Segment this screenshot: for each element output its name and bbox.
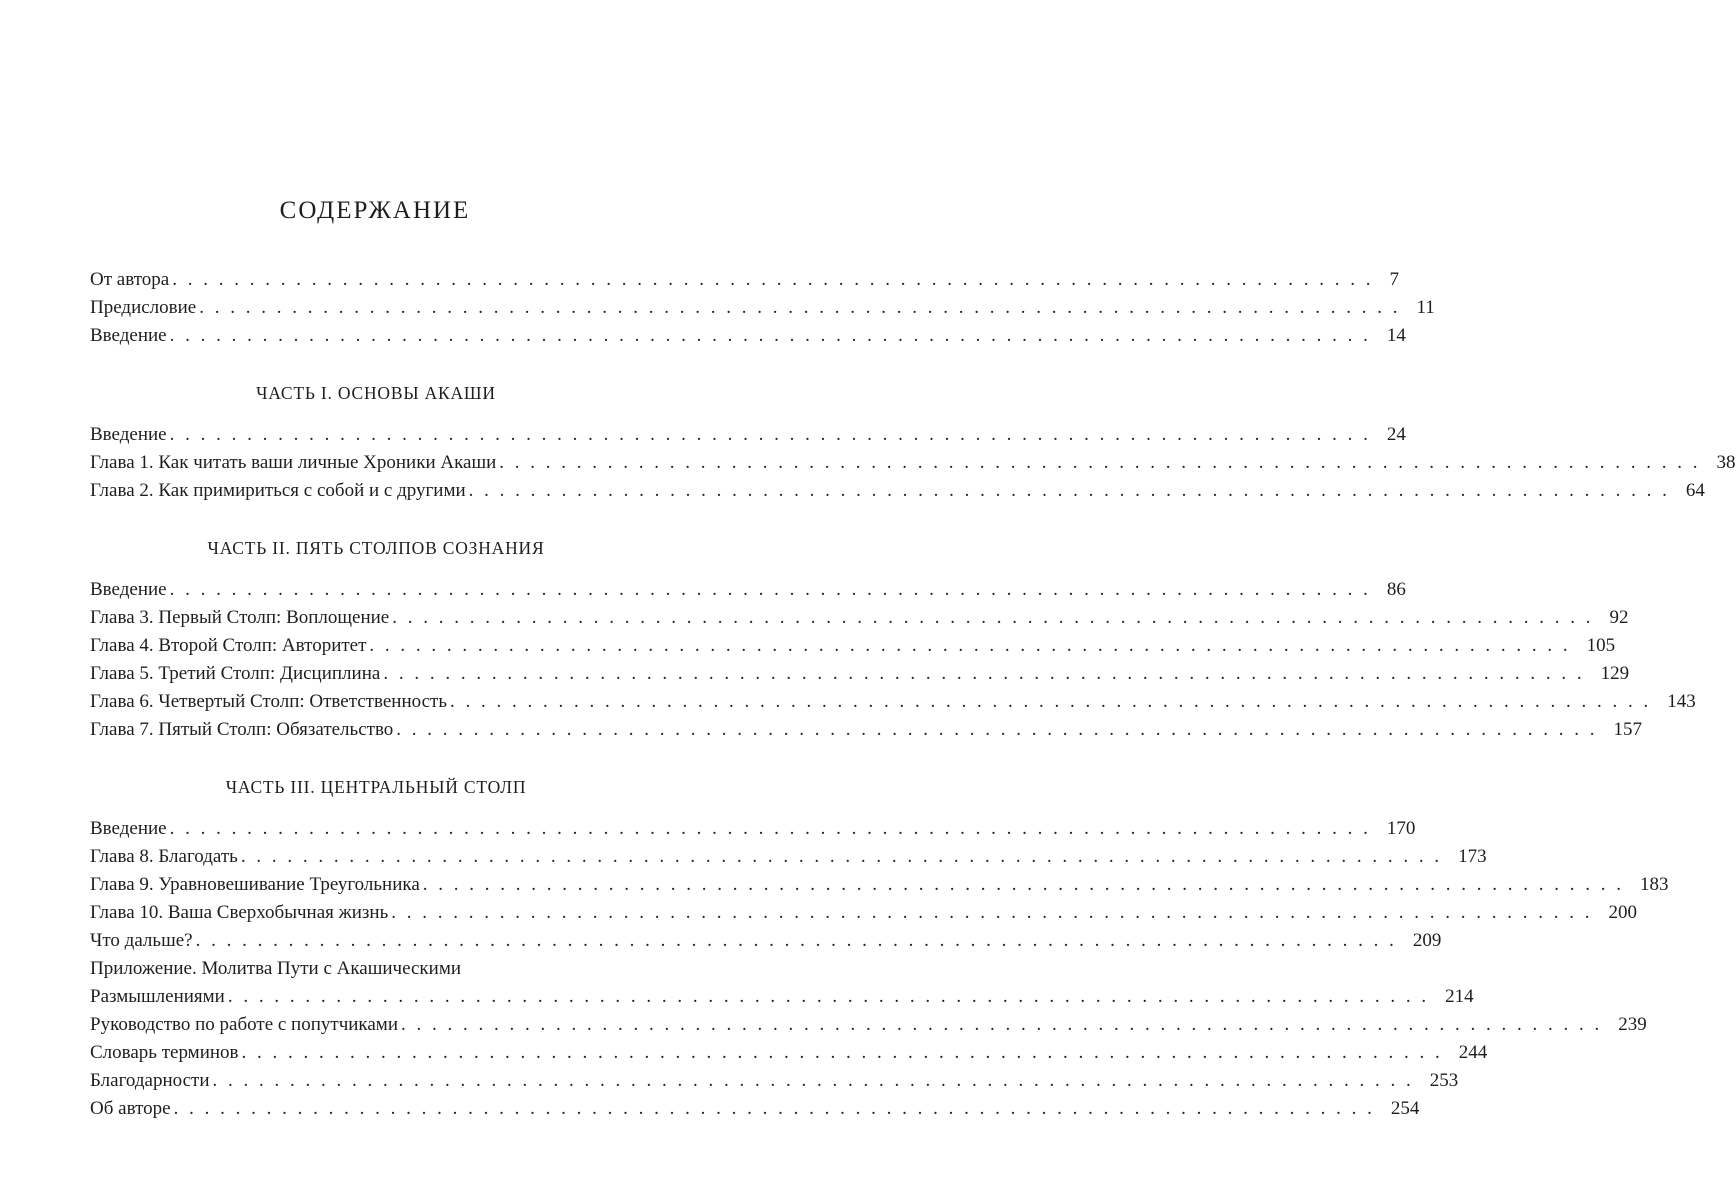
table-of-contents [90, 266, 1736, 1123]
toc-entry-page: 254 [1390, 1098, 1420, 1119]
toc-entry-label: Введение [90, 424, 167, 445]
toc-entry[interactable] [90, 871, 1669, 899]
part-heading: ЧАСТЬ II. ПЯТЬ СТОЛПОВ СОЗНАНИЯ [207, 538, 545, 558]
toc-entry-label: Словарь терминов [90, 1042, 239, 1063]
part-heading: ЧАСТЬ I. ОСНОВЫ АКАШИ [256, 383, 496, 403]
toc-entry-label: Размышлениями [90, 986, 225, 1007]
toc-entry[interactable] [90, 1039, 1488, 1067]
toc-entry-label: Руководство по работе с попутчиками [90, 1014, 398, 1035]
dot-leader: . . . . . . . . . . . . . . . . . . . . . . . . . . . . . . . . . . . . . . . . . . . . . . . . . . . . . . . . . . . . . . . . . . . . . . . . . . . . . . [195, 930, 1397, 951]
toc-entry[interactable] [90, 899, 1637, 927]
dot-leader: . . . . . . . . . . . . . . . . . . . . . . . . . . . . . . . . . . . . . . . . . . . . . . . . . . . . . . . . . . . . . . . . . . . . . . . . . . . . . . [391, 902, 1593, 923]
toc-entry[interactable] [90, 1095, 1420, 1123]
toc-entry[interactable] [90, 1067, 1459, 1095]
toc-entry-label: Глава 3. Первый Столп: Воплощение [90, 607, 390, 628]
toc-entry-label-line1[interactable]: Приложение. Молитва Пути с Акашическими [90, 958, 462, 979]
toc-entry-label: От автора [90, 269, 170, 290]
toc-entry-page: 11 [1416, 297, 1435, 318]
dot-leader: . . . . . . . . . . . . . . . . . . . . . . . . . . . . . . . . . . . . . . . . . . . . . . . . . . . . . . . . . . . . . . . . . . . . . . . . . . . . . . [383, 663, 1585, 684]
toc-entry-page: 105 [1586, 635, 1616, 656]
toc-entry[interactable] [90, 983, 1474, 1011]
toc-entry-label: Введение [90, 579, 167, 600]
toc-entry-page: 14 [1386, 325, 1406, 346]
toc-entry-page: 143 [1667, 691, 1696, 712]
toc-entry-label: Глава 5. Третий Столп: Дисциплина [90, 663, 381, 684]
toc-entry-page: 173 [1458, 846, 1487, 867]
dot-leader: . . . . . . . . . . . . . . . . . . . . . . . . . . . . . . . . . . . . . . . . . . . . . . . . . . . . . . . . . . . . . . . . . . . . . . . . . . . . . . [212, 1070, 1414, 1091]
toc-entry-label: Благодарности [90, 1070, 210, 1091]
dot-leader: . . . . . . . . . . . . . . . . . . . . . . . . . . . . . . . . . . . . . . . . . . . . . . . . . . . . . . . . . . . . . . . . . . . . . . . . . . . . . . [240, 846, 1443, 867]
toc-entry[interactable] [90, 294, 1435, 322]
dot-leader: . . . . . . . . . . . . . . . . . . . . . . . . . . . . . . . . . . . . . . . . . . . . . . . . . . . . . . . . . . . . . . . . . . . . . . . . . . . . . . [227, 986, 1430, 1007]
dot-leader: . . . . . . . . . . . . . . . . . . . . . . . . . . . . . . . . . . . . . . . . . . . . . . . . . . . . . . . . . . . . . . . . . . . . . . . . . . . . . . [449, 691, 1652, 712]
toc-entry-page: 157 [1613, 719, 1643, 740]
dot-leader: . . . . . . . . . . . . . . . . . . . . . . . . . . . . . . . . . . . . . . . . . . . . . . . . . . . . . . . . . . . . . . . . . . . . . . . . . . . . . . [396, 719, 1598, 740]
toc-entry-label: Введение [90, 325, 167, 346]
dot-leader: . . . . . . . . . . . . . . . . . . . . . . . . . . . . . . . . . . . . . . . . . . . . . . . . . . . . . . . . . . . . . . . . . . . . . . . . . . . . . . [169, 325, 1371, 346]
toc-entry-page: 7 [1389, 269, 1399, 290]
toc-entry[interactable] [90, 660, 1630, 688]
toc-entry-page: 92 [1609, 607, 1629, 628]
toc-entry[interactable] [90, 576, 1406, 604]
dot-leader: . . . . . . . . . . . . . . . . . . . . . . . . . . . . . . . . . . . . . . . . . . . . . . . . . . . . . . . . . . . . . . . . . . . . . . . . . . . . . . [401, 1014, 1603, 1035]
toc-entry-label: Об авторе [90, 1098, 171, 1119]
toc-entry-page: 129 [1600, 663, 1630, 684]
toc-entry-label: Глава 7. Пятый Столп: Обязательство [90, 719, 394, 740]
toc-entry-page: 209 [1412, 930, 1442, 951]
toc-entry[interactable] [90, 843, 1487, 871]
toc-entry-page: 170 [1386, 818, 1416, 839]
dot-leader: . . . . . . . . . . . . . . . . . . . . . . . . . . . . . . . . . . . . . . . . . . . . . . . . . . . . . . . . . . . . . . . . . . . . . . . . . . . . . . [499, 452, 1701, 473]
page-title: СОДЕРЖАНИЕ [279, 197, 471, 224]
toc-entry-page: 24 [1386, 424, 1406, 445]
toc-entry-label: Что дальше? [90, 930, 193, 951]
dot-leader: . . . . . . . . . . . . . . . . . . . . . . . . . . . . . . . . . . . . . . . . . . . . . . . . . . . . . . . . . . . . . . . . . . . . . . . . . . . . . . [199, 297, 1401, 318]
toc-entry[interactable] [90, 632, 1616, 660]
toc-entry[interactable] [90, 1011, 1647, 1039]
toc-entry[interactable] [90, 449, 1736, 477]
dot-leader: . . . . . . . . . . . . . . . . . . . . . . . . . . . . . . . . . . . . . . . . . . . . . . . . . . . . . . . . . . . . . . . . . . . . . . . . . . . . . . [169, 424, 1371, 445]
toc-entry-label: Глава 9. Уравновешивание Треугольника [90, 874, 420, 895]
toc-entry[interactable] [90, 477, 1705, 505]
toc-entry-page: 244 [1458, 1042, 1488, 1063]
toc-entry-label: Введение [90, 818, 167, 839]
toc-entry-page: 86 [1386, 579, 1406, 600]
toc-entry-page: 214 [1445, 986, 1474, 1007]
dot-leader: . . . . . . . . . . . . . . . . . . . . . . . . . . . . . . . . . . . . . . . . . . . . . . . . . . . . . . . . . . . . . . . . . . . . . . . . . . . . . . [468, 480, 1670, 501]
dot-leader: . . . . . . . . . . . . . . . . . . . . . . . . . . . . . . . . . . . . . . . . . . . . . . . . . . . . . . . . . . . . . . . . . . . . . . . . . . . . . . [172, 269, 1374, 290]
toc-entry-label: Глава 8. Благодать [90, 846, 238, 867]
toc-entry-page: 183 [1640, 874, 1669, 895]
toc-entry[interactable] [90, 604, 1629, 632]
dot-leader: . . . . . . . . . . . . . . . . . . . . . . . . . . . . . . . . . . . . . . . . . . . . . . . . . . . . . . . . . . . . . . . . . . . . . . . . . . . . . . [169, 818, 1371, 839]
toc-entry-page: 38 [1716, 452, 1736, 473]
toc-entry[interactable] [90, 322, 1406, 350]
toc-entry[interactable] [90, 266, 1399, 294]
part-heading: ЧАСТЬ III. ЦЕНТРАЛЬНЫЙ СТОЛП [225, 777, 527, 797]
toc-entry-page: 200 [1608, 902, 1637, 923]
dot-leader: . . . . . . . . . . . . . . . . . . . . . . . . . . . . . . . . . . . . . . . . . . . . . . . . . . . . . . . . . . . . . . . . . . . . . . . . . . . . . . [169, 579, 1371, 600]
toc-entry[interactable] [90, 927, 1442, 955]
dot-leader: . . . . . . . . . . . . . . . . . . . . . . . . . . . . . . . . . . . . . . . . . . . . . . . . . . . . . . . . . . . . . . . . . . . . . . . . . . . . . . [369, 635, 1571, 656]
dot-leader: . . . . . . . . . . . . . . . . . . . . . . . . . . . . . . . . . . . . . . . . . . . . . . . . . . . . . . . . . . . . . . . . . . . . . . . . . . . . . . [392, 607, 1594, 628]
toc-entry-page: 64 [1685, 480, 1705, 501]
dot-leader: . . . . . . . . . . . . . . . . . . . . . . . . . . . . . . . . . . . . . . . . . . . . . . . . . . . . . . . . . . . . . . . . . . . . . . . . . . . . . . [422, 874, 1625, 895]
toc-entry-label: Глава 1. Как читать ваши личные Хроники Акаши [90, 452, 497, 473]
toc-entry-label: Глава 2. Как примириться с собой и с другими [90, 480, 466, 501]
toc-entry[interactable] [90, 815, 1416, 843]
toc-entry-page: 239 [1618, 1014, 1647, 1035]
toc-entry-page: 253 [1429, 1070, 1459, 1091]
toc-entry-label: Глава 4. Второй Столп: Авторитет [90, 635, 367, 656]
toc-entry[interactable] [90, 688, 1696, 716]
toc-entry-label: Предисловие [90, 297, 197, 318]
dot-leader: . . . . . . . . . . . . . . . . . . . . . . . . . . . . . . . . . . . . . . . . . . . . . . . . . . . . . . . . . . . . . . . . . . . . . . . . . . . . . . [173, 1098, 1375, 1119]
dot-leader: . . . . . . . . . . . . . . . . . . . . . . . . . . . . . . . . . . . . . . . . . . . . . . . . . . . . . . . . . . . . . . . . . . . . . . . . . . . . . . [241, 1042, 1443, 1063]
toc-entry[interactable] [90, 421, 1406, 449]
toc-entry-label: Глава 10. Ваша Сверхобычная жизнь [90, 902, 389, 923]
toc-entry[interactable] [90, 716, 1643, 744]
toc-entry-label: Глава 6. Четвертый Столп: Ответственность [90, 691, 447, 712]
